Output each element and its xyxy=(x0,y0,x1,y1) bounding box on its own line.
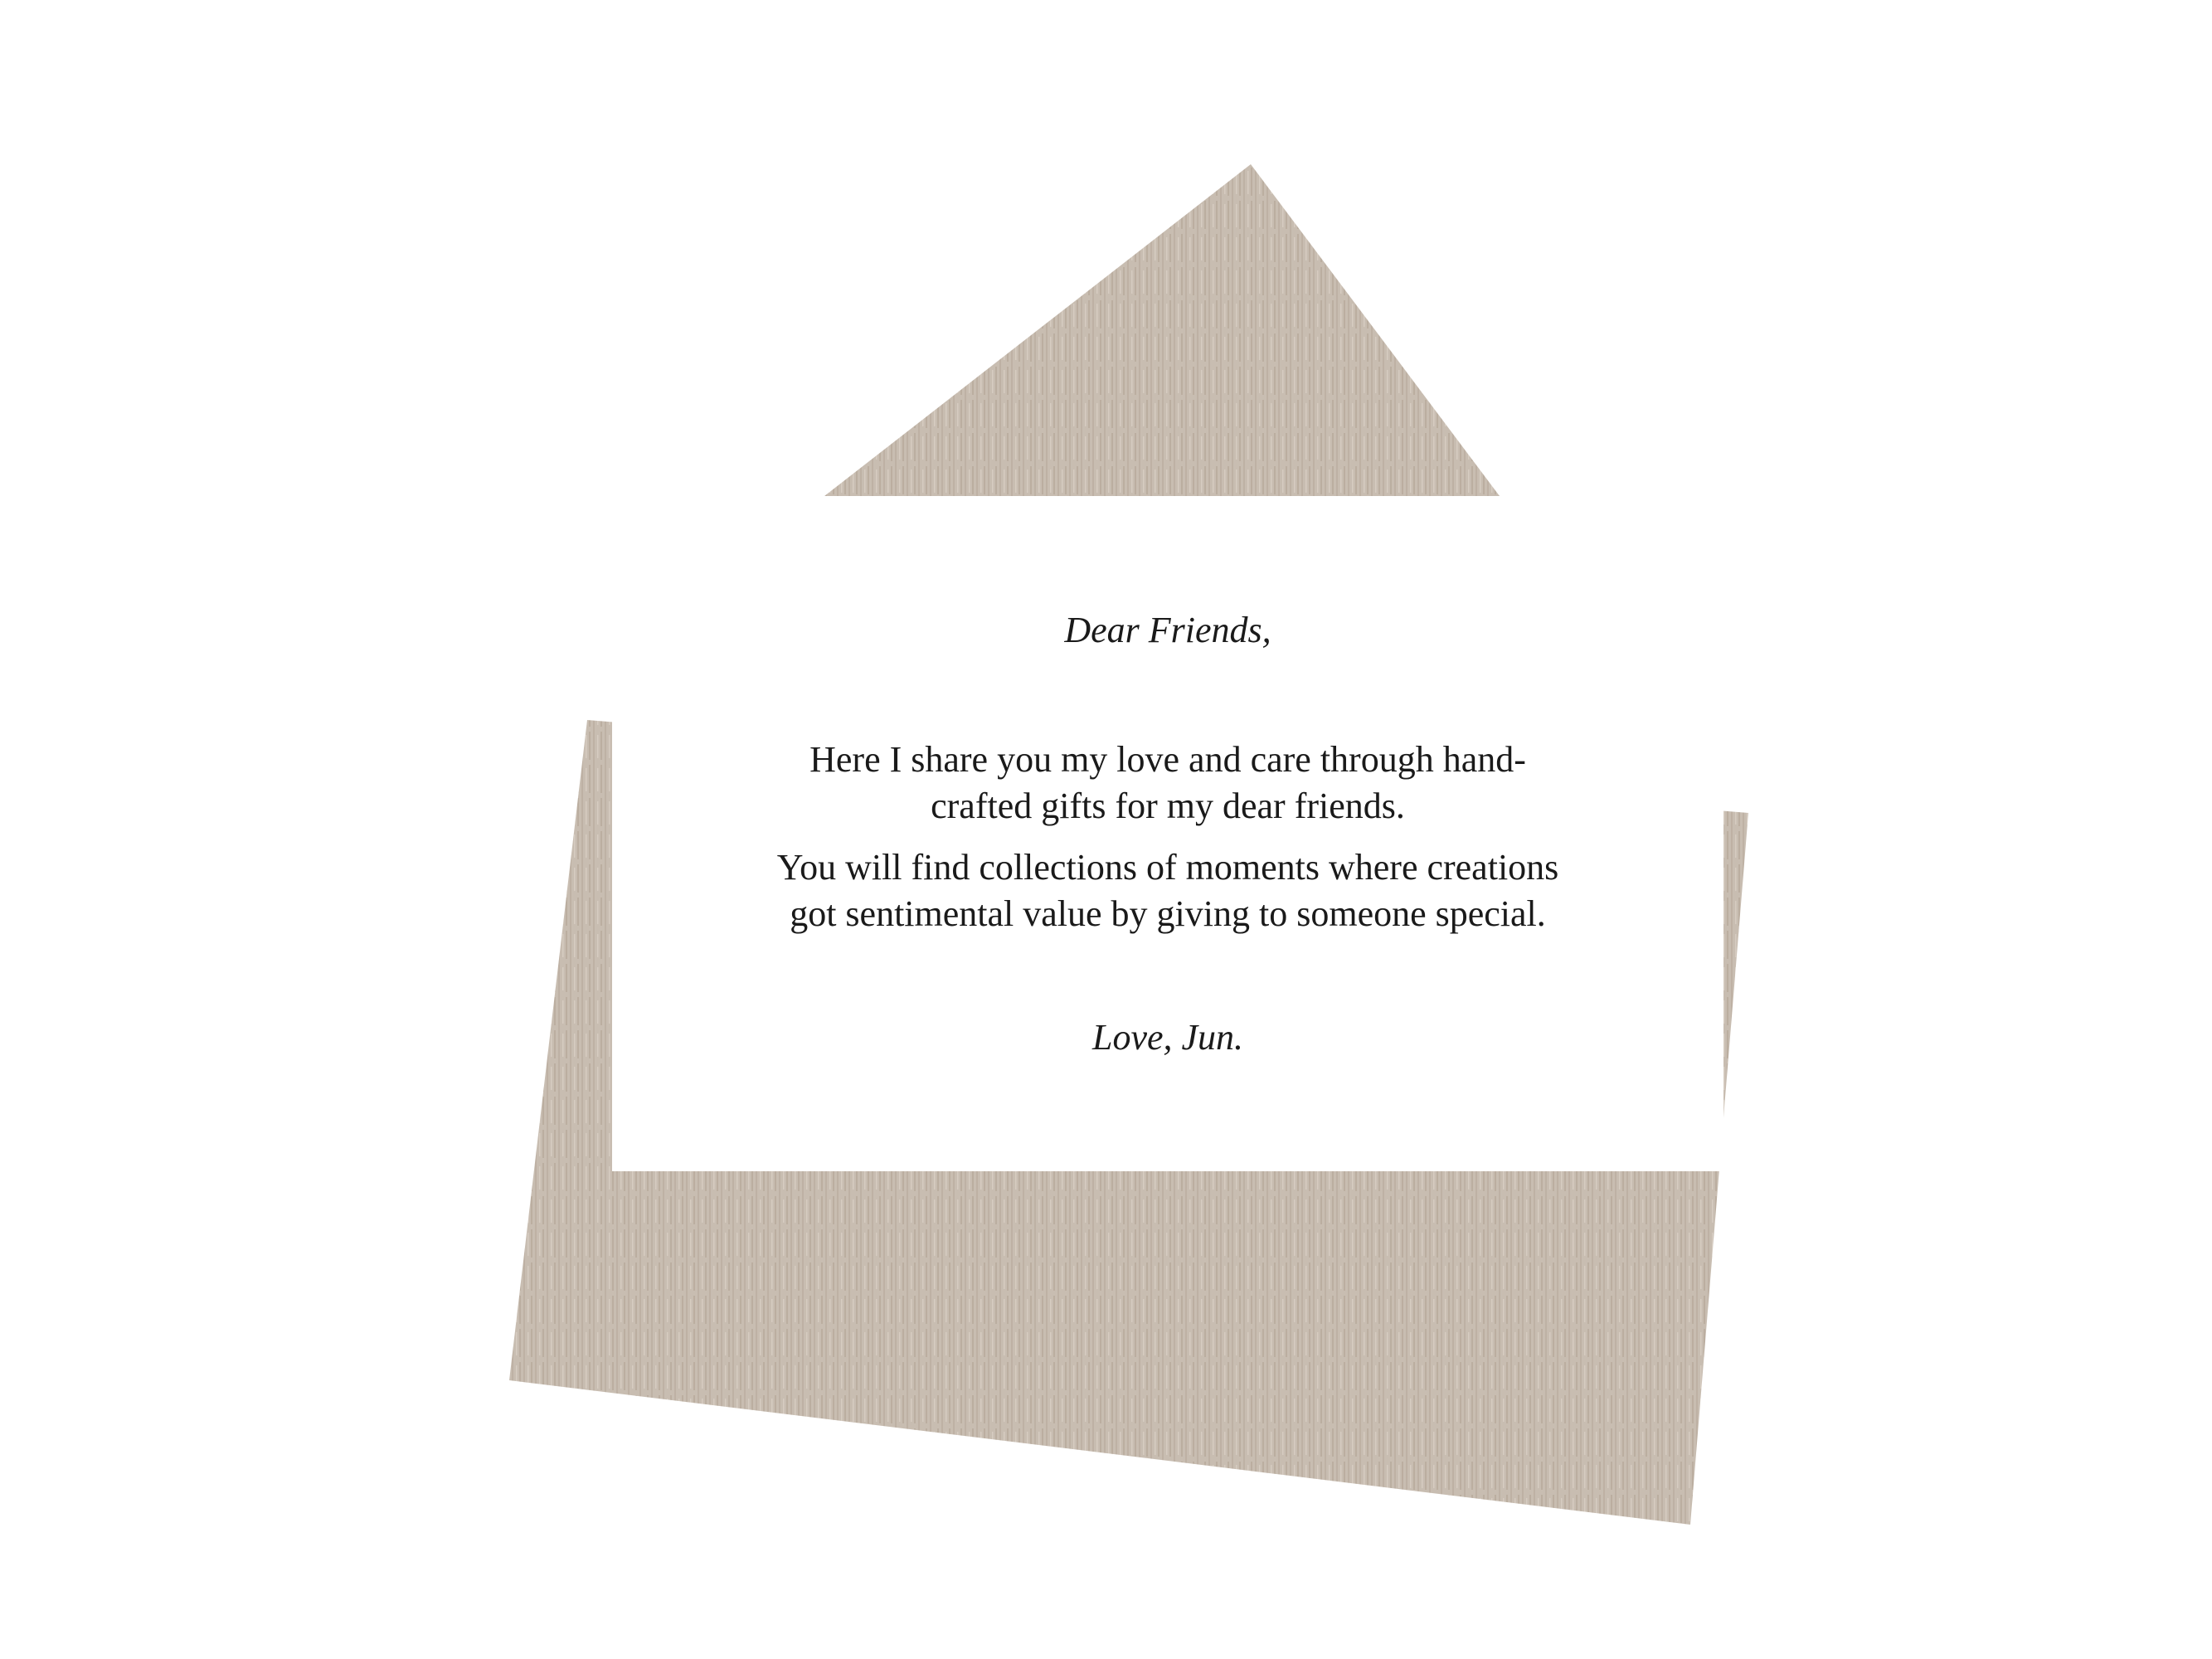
letter-paragraph-1: Here I share you my love and care through hand-crafted gifts for my dear friends. xyxy=(809,739,1526,826)
letter-greeting: Dear Friends, xyxy=(1064,610,1271,650)
letter-card xyxy=(612,496,1723,1171)
envelope-flap xyxy=(824,164,1500,496)
letter-signature: Love, Jun. xyxy=(1091,1017,1244,1058)
letter-paragraph-2: You will find collections of moments where creations got sentimental value by giving to someone special. xyxy=(776,847,1559,934)
